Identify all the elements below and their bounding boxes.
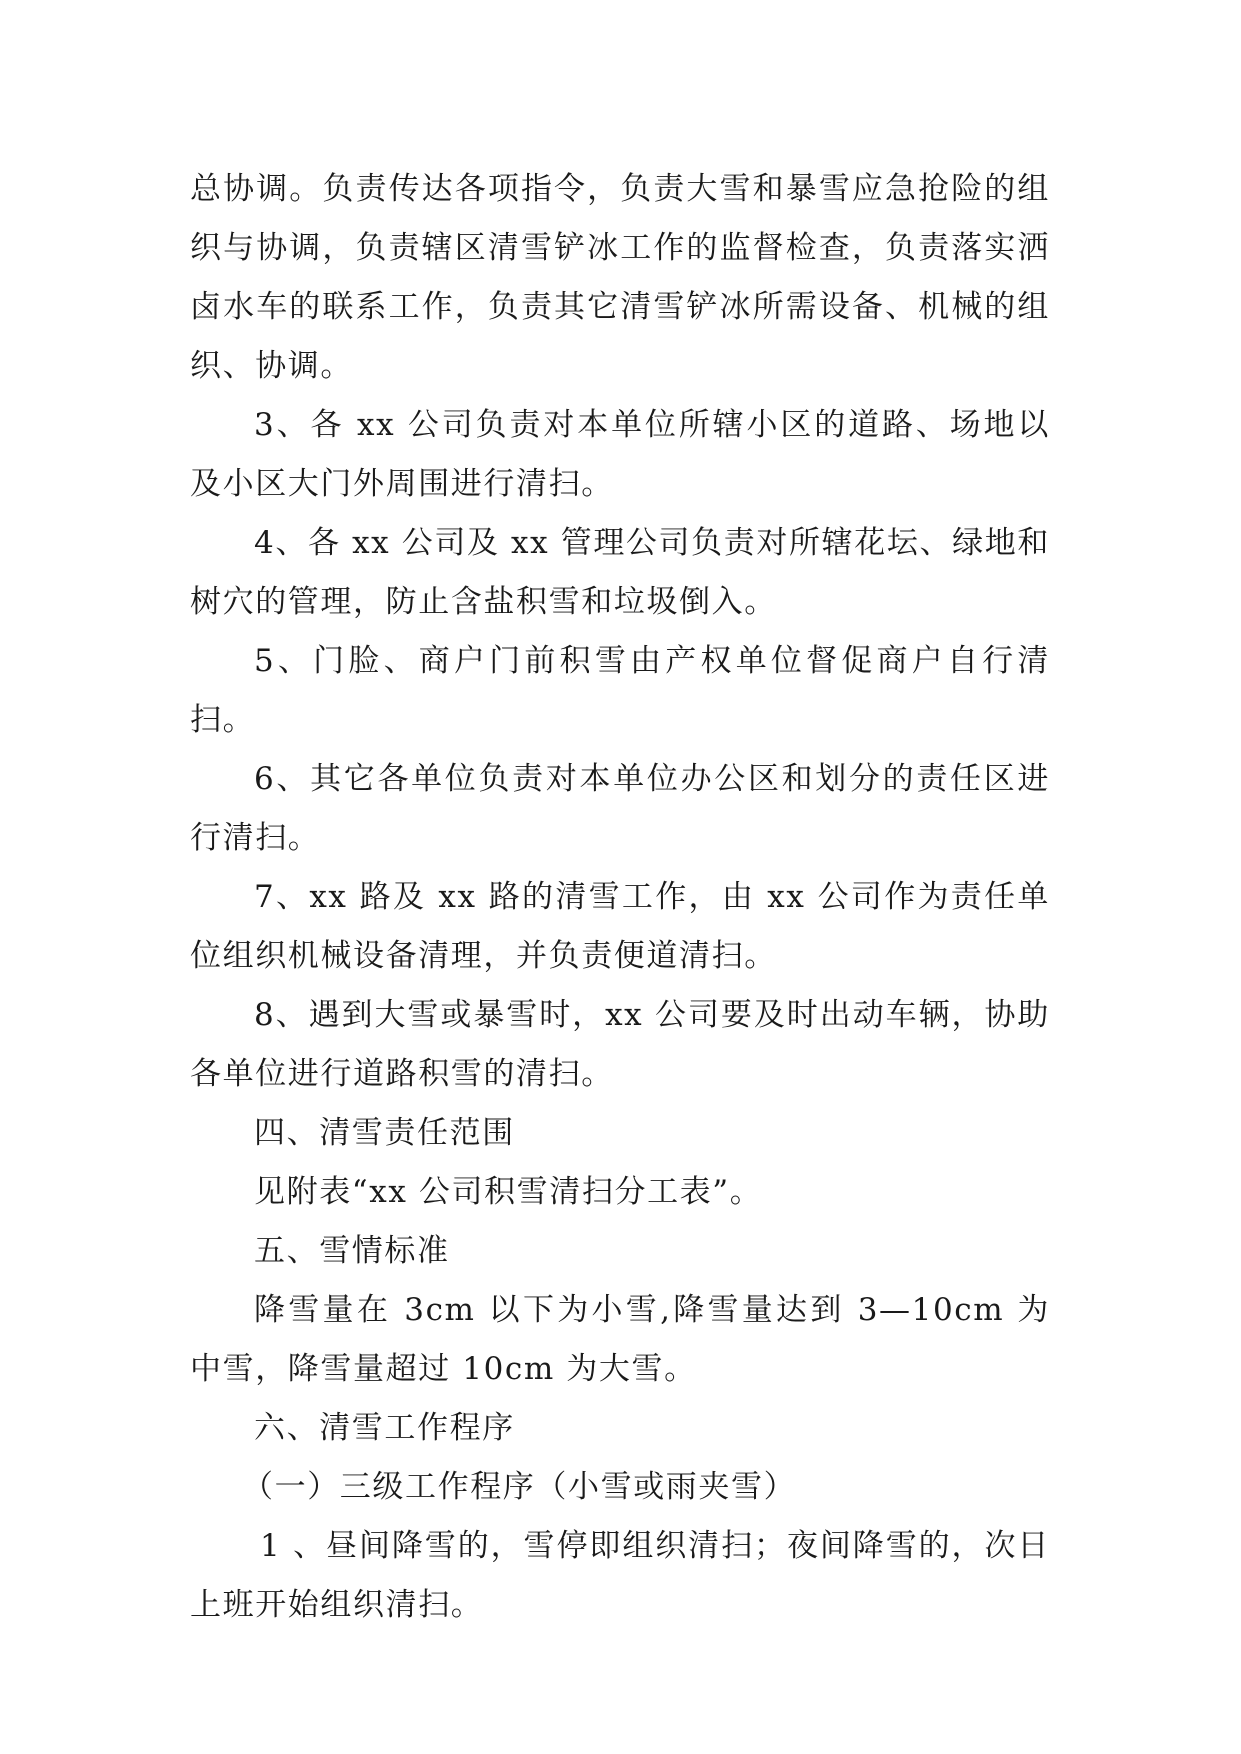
paragraph-snow-standard: 降雪量在 3cm 以下为小雪,降雪量达到 3—10cm 为中雪，降雪量超过 10cm 为大雪。: [190, 1292, 1050, 1387]
section-heading-6: 六、清雪工作程序: [254, 1410, 515, 1446]
paragraph-item-3: 3、各 xx 公司负责对本单位所辖小区的道路、场地以及小区大门外周围进行清扫。: [190, 407, 1050, 502]
document-body: [190, 160, 1050, 1635]
paragraph-item-4: 4、各 xx 公司及 xx 管理公司负责对所辖花坛、绿地和树穴的管理，防止含盐积雪和垃圾倒入。: [190, 525, 1050, 620]
subsection-heading-level-3: （一）三级工作程序（小雪或雨夹雪）: [242, 1469, 797, 1505]
paragraph-item-6: 6、其它各单位负责对本单位办公区和划分的责任区进行清扫。: [190, 761, 1050, 856]
paragraph-item-7: 7、xx 路及 xx 路的清雪工作，由 xx 公司作为责任单位组织机械设备清理，并负责便道清扫。: [190, 879, 1050, 974]
paragraph-item-5: 5、门脸、商户门前积雪由产权单位督促商户自行清扫。: [190, 643, 1050, 738]
paragraph-section-4-body: 见附表“xx 公司积雪清扫分工表”。: [254, 1174, 763, 1210]
paragraph-coordination-duties: 总协调。负责传达各项指令，负责大雪和暴雪应急抢险的组织与协调，负责辖区清雪铲冰工作的监督检查，负责落实洒卤水车的联系工作，负责其它清雪铲冰所需设备、机械的组织、协调。: [190, 171, 1050, 384]
section-heading-5: 五、雪情标准: [254, 1233, 450, 1269]
paragraph-procedure-1: 1 、昼间降雪的，雪停即组织清扫；夜间降雪的，次日上班开始组织清扫。: [190, 1528, 1050, 1623]
paragraph-item-8: 8、遇到大雪或暴雪时，xx 公司要及时出动车辆，协助各单位进行道路积雪的清扫。: [190, 997, 1050, 1092]
section-heading-4: 四、清雪责任范围: [254, 1115, 515, 1151]
